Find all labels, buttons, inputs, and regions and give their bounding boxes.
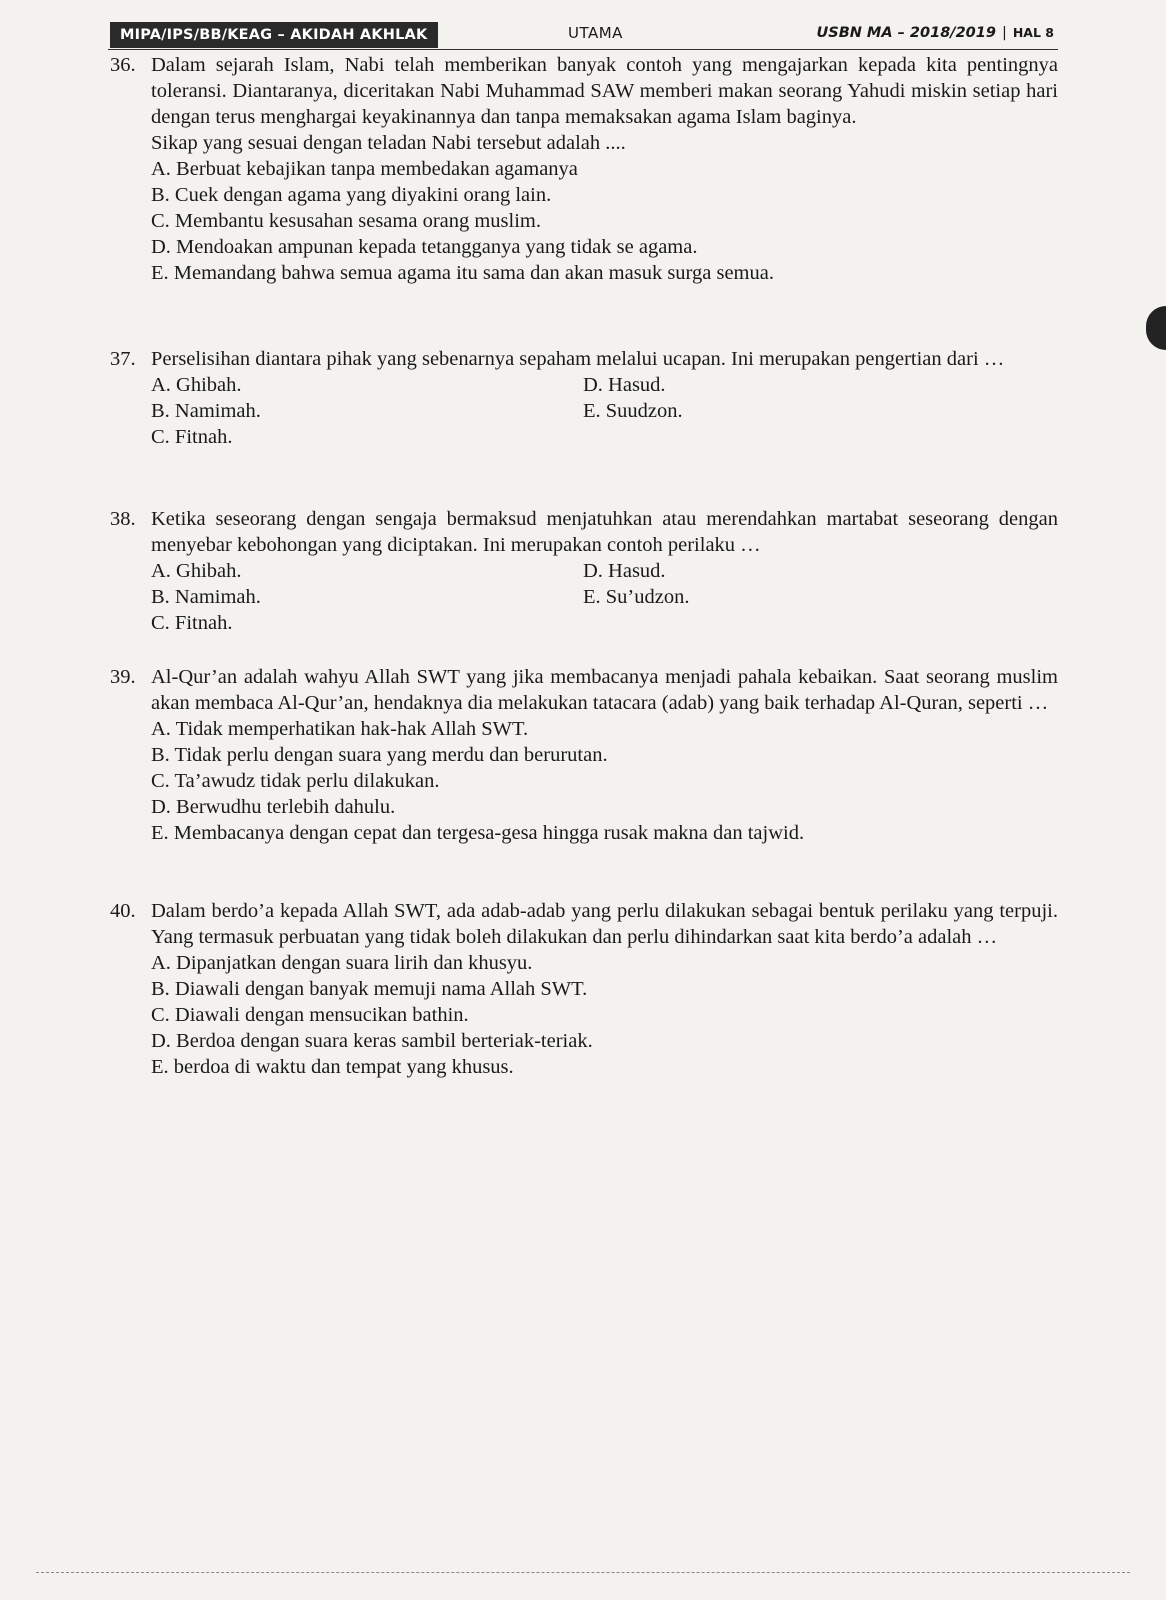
question-stem: Dalam sejarah Islam, Nabi telah memberikan banyak contoh yang mengajarkan kepada kita pentingnya toleransi. Diantaranya, diceritakan Nabi Muhammad SAW memberi makan seorang Yahudi miskin setiap hari dengan terus menghargai keyakinannya dan tanpa memaksakan agama Islam baginya. — [151, 54, 1058, 128]
exam-title: USBN MA – 2018/2019 — [816, 25, 996, 41]
question-39 — [110, 664, 1058, 846]
question-37 — [110, 346, 1058, 450]
question-stem: Ketika seseorang dengan sengaja bermaksud menjatuhkan atau merendahkan martabat seseorang dengan menyebar kebohongan yang diciptakan. Ini merupakan contoh perilaku … — [151, 508, 1058, 556]
option-a: A. Dipanjatkan dengan suara lirih dan khusyu. — [151, 952, 533, 974]
option-a: A. Tidak memperhatikan hak-hak Allah SWT. — [151, 718, 529, 740]
option-c: C. Membantu kesusahan sesama orang muslim. — [151, 210, 542, 232]
question-number: 36. — [110, 54, 136, 76]
option-e: E. Memandang bahwa semua agama itu sama dan akan masuk surga semua. — [151, 262, 774, 284]
option-b: B. Tidak perlu dengan suara yang merdu dan berurutan. — [151, 744, 608, 766]
option-b: B. Namimah. — [151, 400, 261, 422]
option-e: E. Membacanya dengan cepat dan tergesa-gesa hingga rusak makna dan tajwid. — [151, 822, 805, 844]
question-number: 40. — [110, 900, 136, 922]
page-header — [0, 22, 1166, 50]
option-d: D. Berdoa dengan suara keras sambil berteriak-teriak. — [151, 1030, 593, 1052]
options-grid — [151, 372, 1058, 450]
header-separator: | — [1001, 25, 1007, 41]
paper-type: UTAMA — [568, 24, 623, 42]
header-divider — [108, 49, 1058, 50]
binder-tab — [1146, 306, 1166, 350]
option-d: D. Berwudhu terlebih dahulu. — [151, 796, 396, 818]
option-c: C. Diawali dengan mensucikan bathin. — [151, 1004, 469, 1026]
option-e: E. berdoa di waktu dan tempat yang khusus. — [151, 1056, 514, 1078]
option-a: A. Ghibah. — [151, 374, 242, 396]
question-36 — [110, 52, 1058, 286]
question-stem: Perselisihan diantara pihak yang sebenarnya sepaham melalui ucapan. Ini merupakan pengertian dari … — [151, 348, 1005, 370]
option-d: D. Hasud. — [583, 374, 666, 396]
question-stem: Al-Qur’an adalah wahyu Allah SWT yang jika membacanya menjadi pahala kebaikan. Saat seorang muslim akan membaca Al-Qur’an, hendaknya dia melakukan tatacara (adab) yang baik terhadap Al-Quran, seperti … — [151, 666, 1058, 714]
subject-label: MIPA/IPS/BB/KEAG – AKIDAH AKHLAK — [110, 22, 438, 48]
option-e: E. Su’udzon. — [583, 586, 690, 608]
option-c: C. Fitnah. — [151, 426, 233, 448]
option-c: C. Ta’awudz tidak perlu dilakukan. — [151, 770, 440, 792]
option-a: A. Berbuat kebajikan tanpa membedakan agamanya — [151, 158, 578, 180]
option-e: E. Suudzon. — [583, 400, 683, 422]
exam-info — [816, 22, 1054, 44]
question-40 — [110, 898, 1058, 1080]
question-number: 38. — [110, 508, 136, 530]
option-d: D. Hasud. — [583, 560, 666, 582]
option-b: B. Namimah. — [151, 586, 261, 608]
question-stem: Dalam berdo’a kepada Allah SWT, ada adab-adab yang perlu dilakukan sebagai bentuk perilaku yang terpuji. Yang termasuk perbuatan yang tidak boleh dilakukan dan perlu dihindarkan saat kita berdo’a adalah … — [151, 900, 1058, 948]
options-grid — [151, 558, 1058, 636]
question-38 — [110, 506, 1058, 636]
option-d: D. Mendoakan ampunan kepada tetangganya yang tidak se agama. — [151, 236, 698, 258]
question-number: 37. — [110, 348, 136, 370]
option-a: A. Ghibah. — [151, 560, 242, 582]
bottom-rule — [36, 1572, 1130, 1573]
option-c: C. Fitnah. — [151, 612, 233, 634]
question-prompt: Sikap yang sesuai dengan teladan Nabi tersebut adalah .... — [151, 132, 626, 154]
question-number: 39. — [110, 666, 136, 688]
page-number: HAL 8 — [1012, 25, 1054, 40]
option-b: B. Diawali dengan banyak memuji nama Allah SWT. — [151, 978, 588, 1000]
option-b: B. Cuek dengan agama yang diyakini orang lain. — [151, 184, 552, 206]
